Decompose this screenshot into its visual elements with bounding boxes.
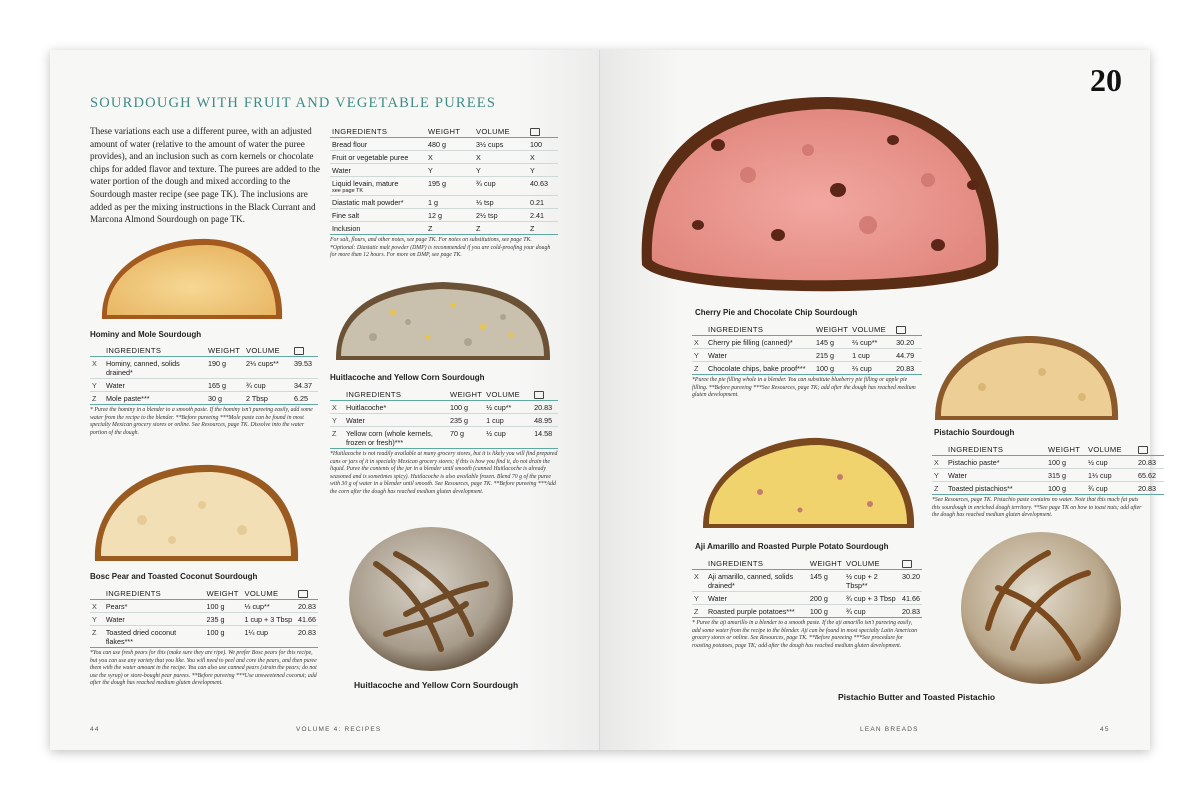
cell-ingredient: Water	[104, 379, 206, 392]
cell-volume: ⅔ cup	[850, 362, 894, 375]
cell-ingredient: Toasted dried coconut flakes***	[104, 626, 205, 648]
cell-volume: ¾ cup	[474, 177, 528, 196]
cell-key: X	[90, 600, 104, 613]
cell-volume: 2 Tbsp	[244, 392, 292, 405]
cell-ingredient: Fine salt	[330, 209, 426, 222]
huitlacoche-table	[330, 389, 558, 497]
cell-key: X	[692, 336, 706, 349]
pistachio-notes: *See Resources, page TK. Pistachio paste contains no water. Note that this much fat puts this sourdough in enriched dough territory. **See page TK on how to toast nuts; add after the dough has reached medium gluten development.	[932, 497, 1142, 519]
cell-weight: 235 g	[205, 613, 243, 626]
cell-percent: 30.20	[894, 336, 922, 349]
cell-ingredient: Water	[330, 164, 426, 177]
cell-ingredient: Hominy, canned, solids drained*	[104, 357, 206, 379]
cell-volume: ½ cup	[484, 427, 532, 449]
col-percent	[296, 588, 318, 600]
cell-volume: ⅓ tsp	[474, 196, 528, 209]
table-row	[90, 613, 318, 626]
table-row	[330, 414, 558, 427]
table-row	[330, 209, 558, 222]
cell-percent: 30.20	[900, 570, 922, 592]
cell-weight: 480 g	[426, 138, 474, 151]
cell-percent: 20.83	[1136, 456, 1164, 469]
cell-percent: 20.83	[296, 626, 318, 648]
cell-key: Z	[692, 605, 706, 618]
cell-percent: 44.79	[894, 349, 922, 362]
col-volume: VOLUME	[1086, 444, 1136, 456]
col-volume: VOLUME	[484, 389, 532, 401]
master-table-notes: For salt, flours, and other notes, see page TK. For notes on substitutions, see page TK. *Optional: Diastatic malt powder (DMP) is recommended if you are cold-proofing your dough for more than 12 hours. For more on DMP, see page TK.	[330, 237, 551, 259]
cell-ingredient: Cherry pie filling (canned)*	[706, 336, 814, 349]
cell-key: Z	[90, 392, 104, 405]
cell-volume: Z	[474, 222, 528, 235]
table-row	[330, 151, 558, 164]
table-row	[90, 357, 318, 379]
cell-ingredient: Fruit or vegetable puree	[330, 151, 426, 164]
col-volume: VOLUME	[474, 126, 528, 138]
col-percent	[528, 126, 558, 138]
cell-weight: 190 g	[206, 357, 244, 379]
hominy-table	[90, 345, 318, 437]
col-ingredients: INGREDIENTS	[344, 389, 448, 401]
cell-percent: 6.25	[292, 392, 318, 405]
table-row	[330, 177, 558, 196]
cell-ingredient: Huitlacoche*	[344, 401, 448, 414]
cell-key: Z	[692, 362, 706, 375]
hominy-loaf-image	[98, 235, 286, 323]
cell-ingredient: Water	[344, 414, 448, 427]
cell-weight: 100 g	[205, 600, 243, 613]
cell-weight: Y	[426, 164, 474, 177]
col-percent	[1136, 444, 1164, 456]
cell-volume: ½ cup + 2 Tbsp**	[844, 570, 900, 592]
pistachio-butter-round-loaf-image	[958, 528, 1124, 688]
cell-weight: 200 g	[808, 592, 844, 605]
cell-weight: 100 g	[808, 605, 844, 618]
cell-percent: 41.66	[298, 614, 316, 624]
cell-key: X	[932, 456, 946, 469]
cell-percent: 39.53	[292, 357, 318, 379]
page-title: SOURDOUGH WITH FRUIT AND VEGETABLE PUREES	[90, 95, 497, 111]
cell-ingredient: Inclusion	[330, 222, 426, 235]
aji-amarillo-notes: * Puree the aji amarillo in a blender to a smooth paste. If the aji amarillo isn't pureeing easily, add some water from the recipe to the blender. Aji can be found in most specialty Latin American grocery stores or online. See Resources, page TK. **Before pureeing ***See procedure for roasting potatoes, page TK; add after the dough has reached medium gluten development.	[692, 620, 918, 649]
cell-ingredient: Water	[706, 349, 814, 362]
cell-ingredient: Diastatic malt powder*	[330, 196, 426, 209]
table-row	[932, 456, 1164, 469]
pistachio-caption: Pistachio Sourdough	[934, 428, 1015, 437]
aji-amarillo-caption: Aji Amarillo and Roasted Purple Potato Sourdough	[695, 542, 889, 551]
cell-percent: 65.62	[1136, 469, 1164, 482]
cell-percent: 100	[528, 138, 558, 151]
cell-percent: 48.95	[532, 414, 558, 427]
cell-weight: X	[426, 151, 474, 164]
cell-percent: Y	[528, 164, 558, 177]
cell-volume: ½ cup**	[484, 401, 532, 414]
table-row	[90, 392, 318, 405]
page-number: 44	[90, 726, 100, 733]
cell-volume: ⅓ cup**	[242, 600, 296, 613]
cell-percent: 41.66	[902, 593, 920, 603]
scale-icon	[530, 128, 540, 136]
table-row	[330, 427, 558, 449]
col-weight: WEIGHT	[816, 325, 849, 334]
cell-volume: ¾ cup + 3 Tbsp	[844, 592, 900, 605]
cherry-loaf-image	[638, 95, 1003, 305]
cell-percent: 20.83	[1136, 482, 1164, 495]
table-row	[330, 401, 558, 414]
cell-ingredient: Yellow corn (whole kernels, frozen or fresh)***	[344, 427, 448, 449]
cell-weight: 145 g	[814, 336, 850, 349]
table-row	[692, 592, 922, 605]
cell-ingredient: Bread flour	[330, 138, 426, 151]
table-row	[692, 605, 922, 618]
hominy-notes: * Puree the hominy in a blender to a smooth paste. If the hominy isn't pureeing easily, add some water from the recipe to the blender. **Before pureeing ***Mole paste can be found in most specialty Mexican grocery stores or online. See Resources, page TK. Dissolve into the water portion of the dough.	[90, 407, 313, 436]
huitlacoche-loaf-image	[333, 277, 553, 363]
col-weight: WEIGHT	[450, 390, 483, 399]
table-row	[90, 600, 318, 613]
cell-ingredient: Chocolate chips, bake proof***	[706, 362, 814, 375]
bosc-pear-caption: Bosc Pear and Toasted Coconut Sourdough	[90, 572, 258, 581]
col-ingredients: INGREDIENTS	[104, 345, 206, 357]
cell-key: Y	[330, 414, 344, 427]
bottom-left-caption: Huitlacoche and Yellow Corn Sourdough	[354, 680, 519, 690]
aji-amarillo-table	[692, 558, 922, 650]
cell-key: Y	[90, 613, 104, 626]
col-ingredients: INGREDIENTS	[706, 558, 808, 570]
cell-volume: 2⅓ cups**	[244, 357, 292, 379]
huitlacoche-round-loaf-image	[346, 524, 516, 674]
scale-icon	[902, 560, 912, 568]
cell-volume: 3½ cups	[474, 138, 528, 151]
col-weight: WEIGHT	[426, 126, 474, 138]
cell-weight: Z	[426, 222, 474, 235]
cell-ingredient: Mole paste***	[104, 392, 206, 405]
col-ingredients: INGREDIENTS	[706, 324, 814, 336]
cell-percent: 40.63	[528, 177, 558, 196]
cell-ingredient: Liquid levain, mature see page TK	[330, 177, 426, 196]
cell-volume: 1⅓ cup	[1086, 469, 1136, 482]
col-percent	[292, 345, 318, 357]
pistachio-table	[932, 444, 1164, 520]
cell-volume: 1 cup	[484, 414, 532, 427]
col-weight: WEIGHT	[205, 588, 243, 600]
col-percent	[532, 389, 558, 401]
cell-ingredient: Pistachio paste*	[946, 456, 1046, 469]
cell-volume: ¾ cup	[844, 605, 900, 618]
cell-weight: 100 g	[1046, 456, 1086, 469]
col-volume: VOLUME	[850, 324, 894, 336]
col-percent	[900, 558, 922, 570]
scale-icon	[294, 347, 304, 355]
cell-key: Y	[692, 592, 706, 605]
col-volume: VOLUME	[242, 588, 296, 600]
cherry-caption: Cherry Pie and Chocolate Chip Sourdough	[695, 308, 858, 317]
cell-weight: 100 g	[1046, 482, 1086, 495]
col-volume: VOLUME	[244, 345, 292, 357]
cell-volume: 2½ tsp	[474, 209, 528, 222]
cell-key: Y	[90, 379, 104, 392]
cell-ingredient: Pears*	[104, 600, 205, 613]
cell-key: Y	[932, 469, 946, 482]
cell-key: Z	[932, 482, 946, 495]
cell-volume: ¾ cup	[244, 379, 292, 392]
table-row	[330, 196, 558, 209]
cell-weight: 30 g	[206, 392, 244, 405]
cell-percent: 20.83	[902, 606, 920, 616]
cell-weight: 100 g	[448, 401, 484, 414]
cell-weight: 195 g	[426, 177, 474, 196]
cell-weight: 235 g	[448, 414, 484, 427]
cell-ingredient: Aji amarillo, canned, solids drained*	[706, 570, 808, 592]
cell-volume: ½ cup	[1086, 456, 1136, 469]
col-volume: VOLUME	[844, 558, 900, 570]
bottom-right-caption: Pistachio Butter and Toasted Pistachio	[838, 692, 996, 702]
table-row	[90, 626, 318, 648]
cherry-table	[692, 324, 922, 400]
cherry-notes: *Puree the pie filling whole in a blender. You can substitute blueberry pie filling or apple pie filling. **Before pureeing ***See Resources, page TK; add after the dough has reached medium gluten development.	[692, 377, 916, 399]
cell-weight: 100 g	[814, 362, 850, 375]
cell-subnote: see page TK	[332, 187, 364, 194]
cell-percent: 34.37	[292, 379, 318, 392]
page-number: 45	[1100, 726, 1110, 733]
cell-volume: 1 cup + 3 Tbsp	[242, 613, 296, 626]
cell-percent: 2.41	[528, 209, 558, 222]
scale-icon	[298, 590, 308, 598]
cell-key: Z	[330, 427, 344, 449]
cell-percent: Z	[528, 222, 558, 235]
col-ingredients: INGREDIENTS	[946, 444, 1046, 456]
bosc-pear-loaf-image	[92, 460, 302, 565]
cell-ingredient: Roasted purple potatoes***	[706, 605, 808, 618]
huitlacoche-notes: *Huitlacoche is not readily available at many grocery stores, but it is likely you will find prepared cans or jars of it in specialty Mexican grocery stores; if this is how you find it, do not drain the liquid. Puree the contents of the jar in a blender until smooth (canned Huitlacoche is already seasoned and is sometimes spicy). Huitlacoche is also available frozen. Blend 70 g of the puree with 30 g of water in a blender until smooth. See Resources, page TK. **Before pureeing ***Add the corn after the dough has reached medium gluten development.	[330, 451, 558, 495]
col-ingredients: INGREDIENTS	[104, 588, 205, 600]
col-weight: WEIGHT	[1046, 444, 1086, 456]
col-weight: WEIGHT	[809, 559, 843, 568]
book-spread	[50, 50, 1156, 750]
col-ingredients: INGREDIENTS	[330, 126, 426, 138]
cell-weight: 12 g	[426, 209, 474, 222]
pistachio-loaf-image	[932, 332, 1122, 424]
cell-weight: 215 g	[814, 349, 850, 362]
bosc-pear-notes: *You can use fresh pears for this (make sure they are ripe). We prefer Bosc pears for this recipe, but you can use any variety that you like. You will need to peel and core the pears, and then puree them with the water amount in the recipe. You can also use canned pears (strain the pears; do not use the syrup) or store-bought pear purees. **Before pureeing ***Use unsweetened coconut; add after the dough has reached medium gluten development.	[90, 650, 317, 687]
intro-paragraph: These variations each use a different puree, with an adjusted amount of water (relative to the amount of water the puree provides), and an inclusion such as corn kernels or chocolate chips for added flavor and texture. The purees are added to the water portion of the dough and mixed according to the Sourdough master recipe (see page TK). The inclusions are added as per the mixing instructions in the Black Currant and Marcona Almond Sourdough on page TK.	[90, 126, 320, 225]
cell-key: X	[90, 357, 104, 379]
cell-key: Y	[692, 349, 706, 362]
huitlacoche-caption: Huitlacoche and Yellow Corn Sourdough	[330, 373, 485, 382]
scale-icon	[1138, 446, 1148, 454]
running-footer: VOLUME 4: RECIPES	[296, 726, 382, 733]
table-row	[932, 469, 1164, 482]
cell-key: Z	[90, 626, 104, 648]
cell-weight: 100 g	[205, 626, 243, 648]
cell-ingredient: Toasted pistachios**	[946, 482, 1046, 495]
cell-weight: 1 g	[426, 196, 474, 209]
running-footer: LEAN BREADS	[860, 726, 919, 733]
cell-percent: 20.83	[532, 401, 558, 414]
cell-ingredient: Water	[104, 613, 205, 626]
cell-percent: 14.58	[532, 427, 558, 449]
table-row	[692, 570, 922, 592]
left-page	[50, 50, 600, 750]
cell-volume: ¾ cup	[1086, 482, 1136, 495]
cell-volume: X	[474, 151, 528, 164]
chapter-number: 20	[1090, 62, 1122, 98]
cell-percent: 20.83	[298, 601, 316, 611]
cell-weight: 315 g	[1046, 469, 1086, 482]
cell-weight: 145 g	[808, 570, 844, 592]
cell-key: X	[330, 401, 344, 414]
bosc-pear-table	[90, 588, 318, 688]
cell-volume: ⅔ cup**	[850, 336, 894, 349]
cell-ingredient: Water	[706, 592, 808, 605]
hominy-caption: Hominy and Mole Sourdough	[90, 330, 202, 339]
cell-volume: 1 cup	[850, 349, 894, 362]
cell-percent: 0.21	[528, 196, 558, 209]
table-row	[330, 222, 558, 235]
cell-volume: Y	[474, 164, 528, 177]
aji-amarillo-loaf-image	[700, 432, 918, 532]
col-percent	[894, 324, 922, 336]
cell-weight: 165 g	[206, 379, 244, 392]
scale-icon	[534, 391, 544, 399]
col-weight: WEIGHT	[206, 345, 244, 357]
master-recipe-table	[330, 126, 558, 260]
cell-volume: 1¼ cup	[242, 626, 296, 648]
cell-key: X	[692, 570, 706, 592]
table-row	[932, 482, 1164, 495]
table-row	[692, 349, 922, 362]
right-page	[600, 50, 1156, 750]
table-row	[330, 164, 558, 177]
cell-ingredient: Water	[946, 469, 1046, 482]
cell-percent: X	[528, 151, 558, 164]
table-row	[90, 379, 318, 392]
table-row	[692, 336, 922, 349]
scale-icon	[896, 326, 906, 334]
cell-percent: 20.83	[894, 362, 922, 375]
cell-weight: 70 g	[448, 427, 484, 449]
table-row	[692, 362, 922, 375]
table-row	[330, 138, 558, 151]
